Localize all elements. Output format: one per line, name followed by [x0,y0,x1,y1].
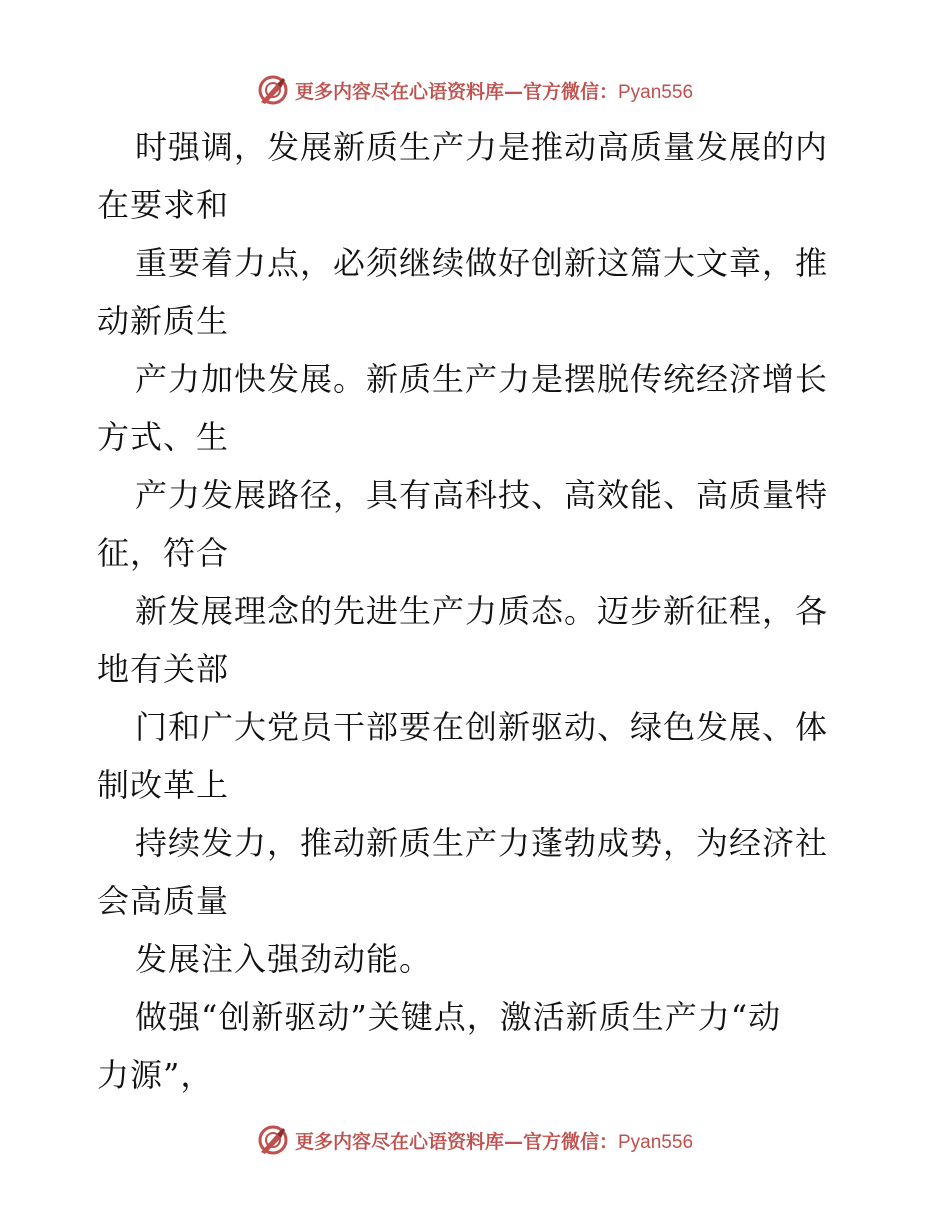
text-line: 制改革上 [97,766,230,804]
text-line: 力源”， [97,1056,214,1094]
footer-watermark [0,1120,950,1160]
watermark-text: 更多内容尽在心语资料库—官方微信：Pyan556 [294,1130,694,1153]
pen-logo-icon [257,1124,289,1156]
text-line: 征，符合 [97,534,230,572]
header-watermark [0,70,950,110]
text-line: 门和广大党员干部要在创新驱动、绿色发展、体 [135,708,829,746]
text-line: 重要着力点，必须继续做好创新这篇大文章，推 [135,244,829,282]
text-line: 做强“创新驱动”关键点，激活新质生产力“动 [135,998,782,1036]
text-line: 方式、生 [97,418,230,456]
document-body [97,118,857,1104]
watermark-text: 更多内容尽在心语资料库—官方微信：Pyan556 [294,80,694,103]
pen-logo-icon [257,74,289,106]
text-line: 地有关部 [97,650,230,688]
text-line: 新发展理念的先进生产力质态。迈步新征程，各 [135,592,829,630]
text-line: 在要求和 [97,186,230,224]
text-line: 动新质生 [97,302,230,340]
text-line: 会高质量 [97,882,230,920]
text-line: 时强调，发展新质生产力是推动高质量发展的内 [135,128,829,166]
watermark-wechat-id: Pyan556 [618,1131,694,1153]
text-line: 发展注入强劲动能。 [135,940,433,978]
text-line: 产力发展路径，具有高科技、高效能、高质量特 [135,476,829,514]
text-line: 持续发力，推动新质生产力蓬勃成势，为经济社 [135,824,829,862]
text-line: 产力加快发展。新质生产力是摆脱传统经济增长 [135,360,829,398]
watermark-wechat-id: Pyan556 [618,81,694,103]
